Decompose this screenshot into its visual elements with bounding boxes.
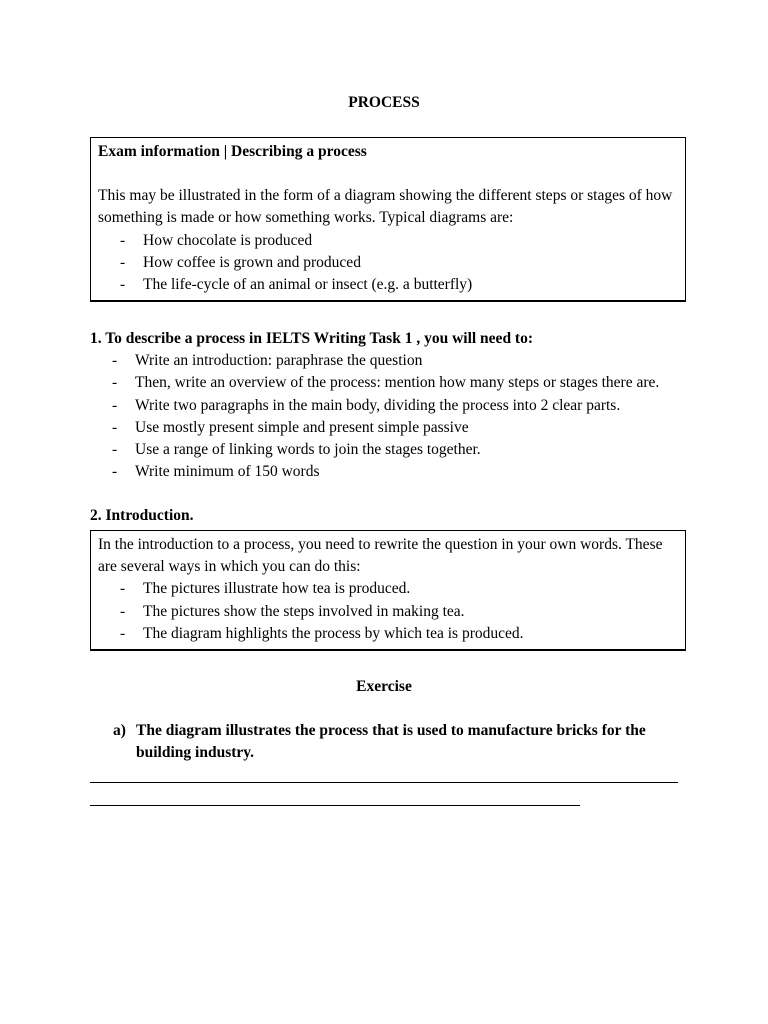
section-introduction	[90, 505, 670, 527]
exercise-title: Exercise	[356, 678, 412, 695]
paraphrase-examples-list	[98, 578, 678, 645]
introduction-text: In the introduction to a process, you need to rewrite the question in your own words. These are several ways in which you can do this:	[98, 536, 663, 576]
list-item: - Use a range of linking words to join the stages together.	[90, 439, 670, 461]
list-item: - Write two paragraphs in the main body, dividing the process into 2 clear parts.	[90, 395, 670, 417]
requirements-list	[90, 350, 670, 483]
exam-info-heading: Exam information | Describing a process	[98, 143, 367, 160]
section-heading: 1. To describe a process in IELTS Writing Task 1 , you will need to:	[90, 330, 534, 347]
list-item: - Write an introduction: paraphrase the question	[90, 350, 670, 372]
exam-info-intro: This may be illustrated in the form of a diagram showing the different steps or stages of how something is made or how something works. Typical diagrams are:	[98, 187, 673, 227]
question-text: The diagram illustrates the process that is used to manufacture bricks for the building industry.	[136, 722, 646, 762]
section-heading: 2. Introduction.	[90, 507, 194, 524]
list-item: - How coffee is grown and produced	[98, 252, 678, 274]
list-item: - The pictures illustrate how tea is produced.	[98, 578, 678, 600]
section-task-requirements	[90, 328, 670, 483]
list-item: - Then, write an overview of the process: mention how many steps or stages there are.	[90, 372, 670, 394]
answer-line[interactable]	[90, 782, 678, 783]
page-title: PROCESS	[348, 94, 420, 111]
list-item: - How chocolate is produced	[98, 230, 678, 252]
exam-info-box	[90, 137, 686, 302]
list-item: - The pictures show the steps involved in making tea.	[98, 601, 678, 623]
answer-line[interactable]	[90, 805, 580, 806]
exercise-question	[113, 720, 678, 764]
spacer	[98, 163, 678, 185]
list-item: - Use mostly present simple and present simple passive	[90, 417, 670, 439]
list-item: - The life-cycle of an animal or insect (e.g. a butterfly)	[98, 274, 678, 296]
list-item: - The diagram highlights the process by which tea is produced.	[98, 623, 678, 645]
diagram-examples-list	[98, 230, 678, 297]
list-item: - Write minimum of 150 words	[90, 461, 670, 483]
introduction-box	[90, 530, 686, 651]
question-marker: a)	[113, 722, 126, 739]
